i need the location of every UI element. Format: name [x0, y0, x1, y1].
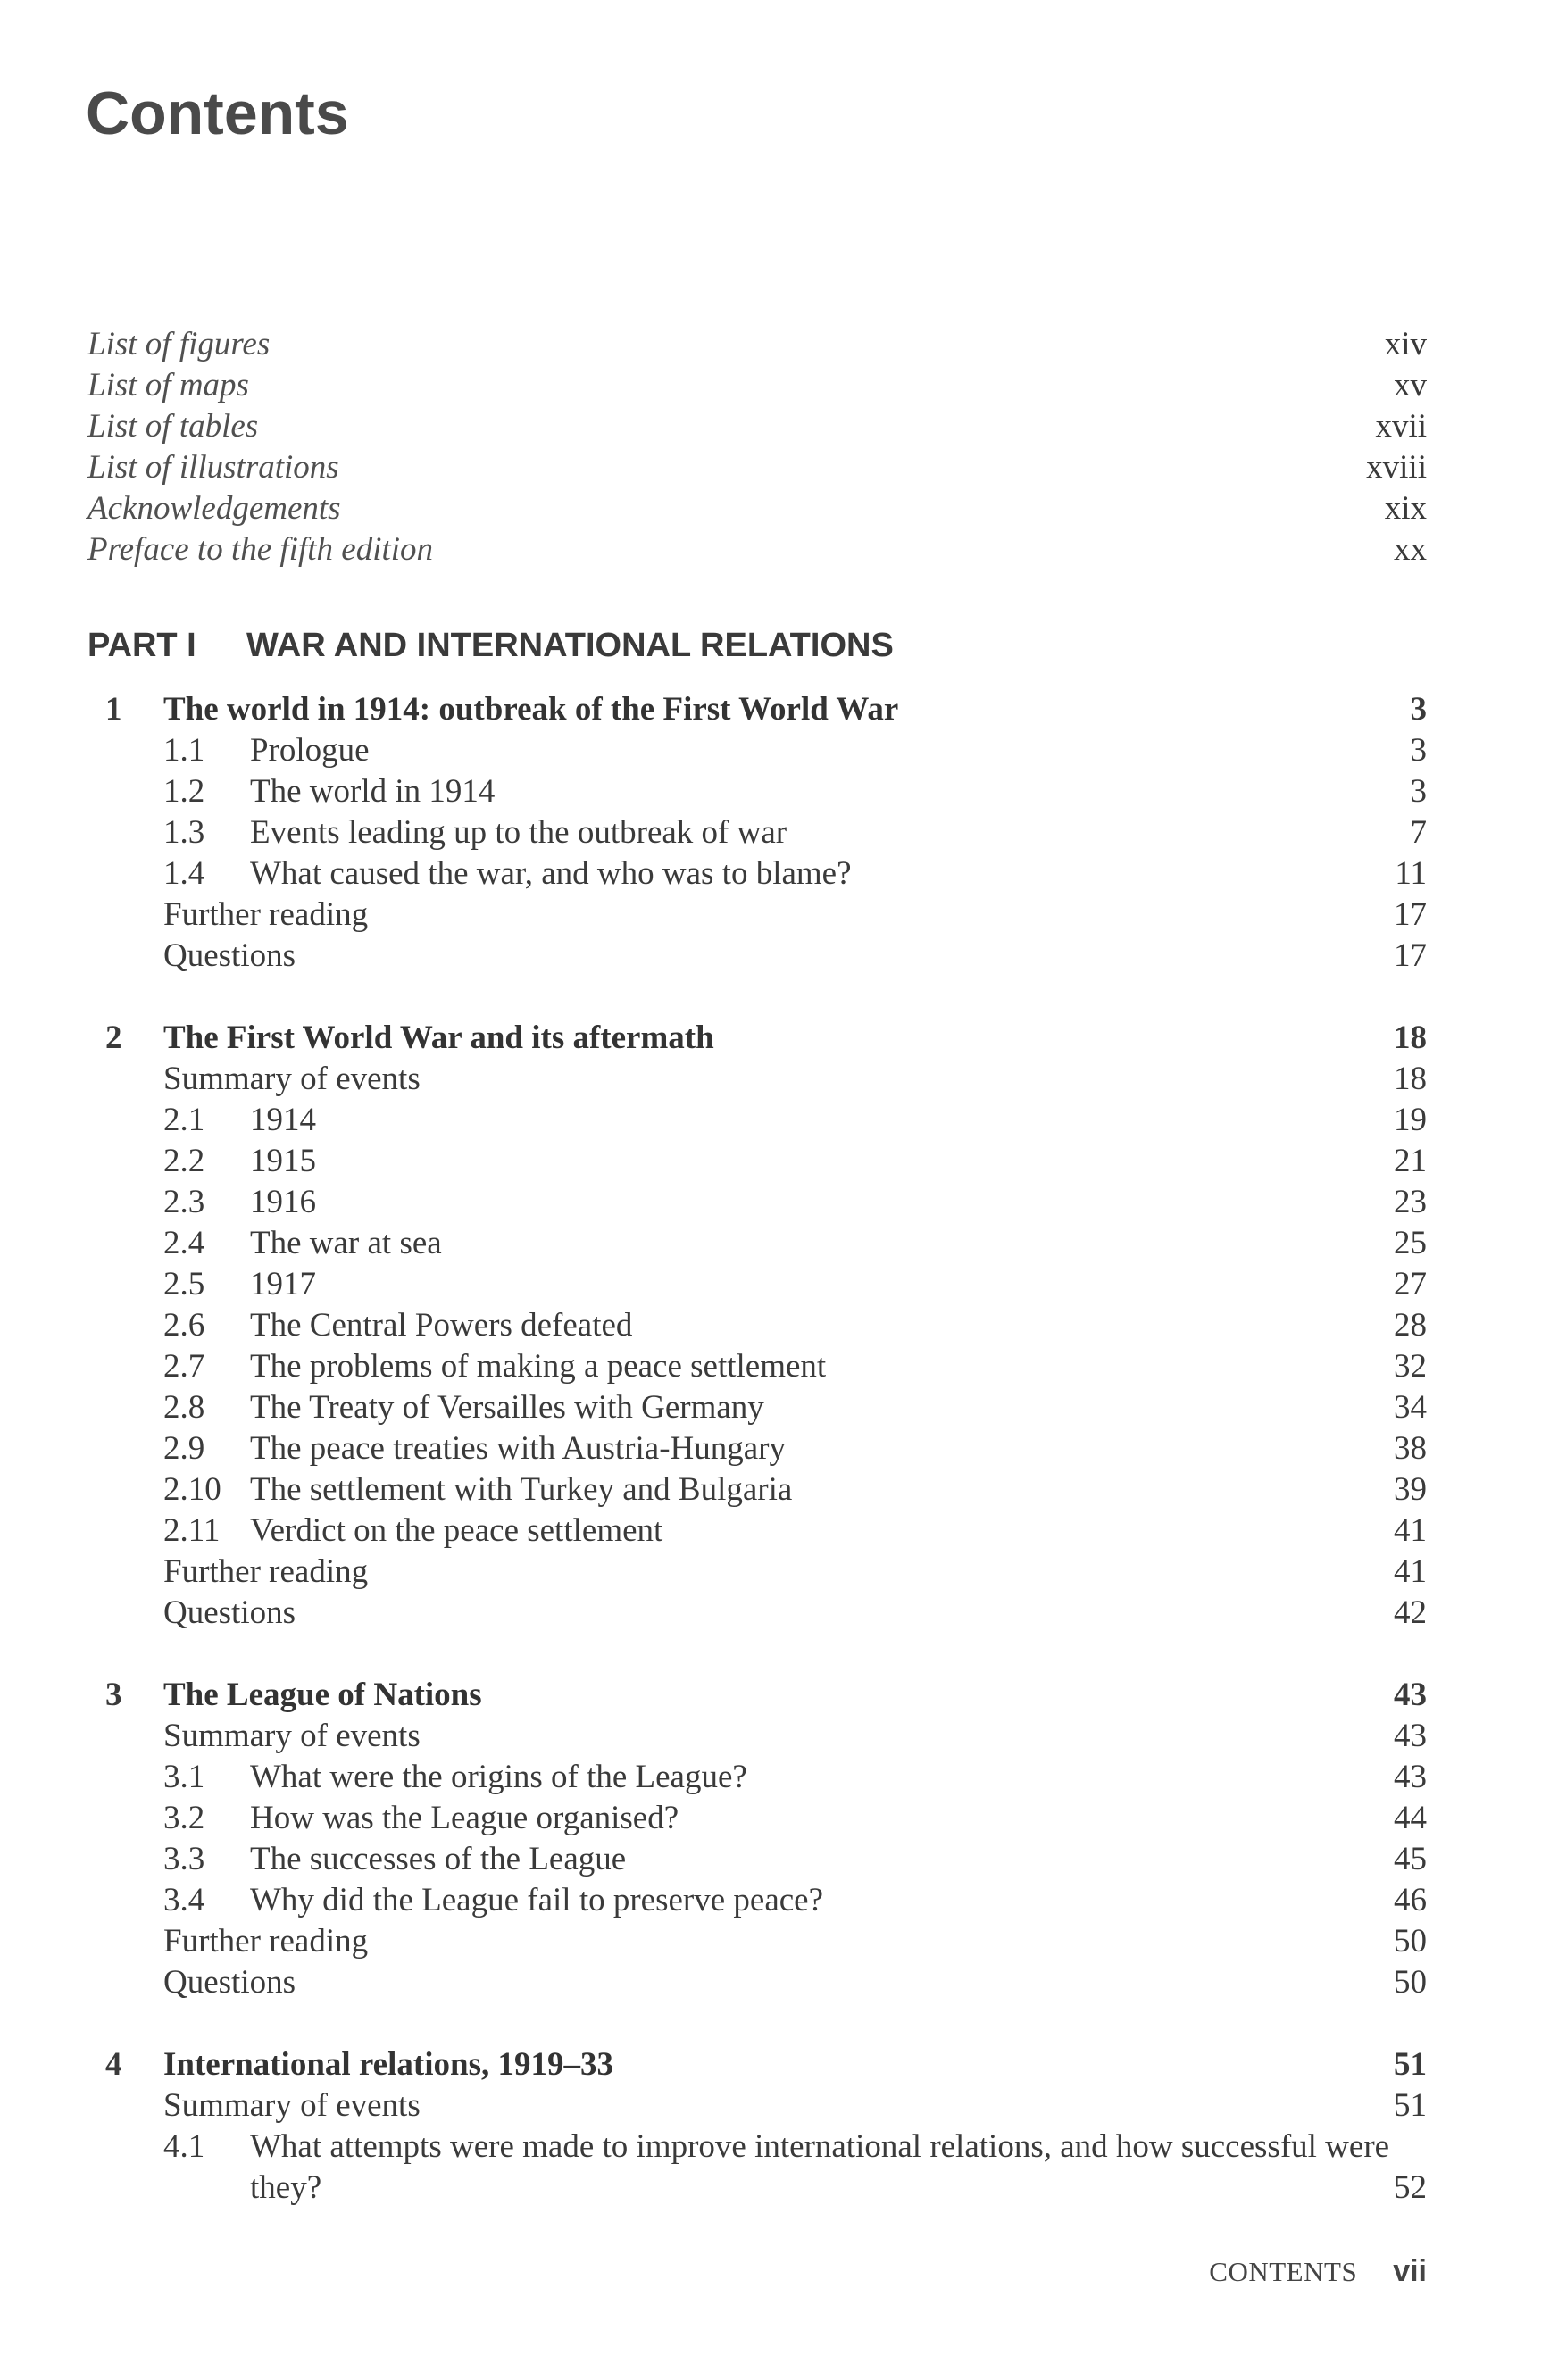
chapter-title: The League of Nations [163, 1677, 482, 1713]
entry-title: List of maps [88, 367, 249, 404]
toc-entry[interactable] [88, 1346, 1427, 1387]
section-number: 2.11 [163, 1512, 221, 1549]
entry-page: 52 [1394, 2169, 1427, 2206]
page-title: Contents [86, 79, 349, 147]
toc-entry[interactable] [88, 1264, 1427, 1305]
entry-title: Further reading [163, 1553, 369, 1590]
chapter [88, 1018, 1427, 1634]
section-number: 2.6 [163, 1307, 205, 1344]
entry-page: 38 [1394, 1430, 1427, 1467]
chapter-page: 18 [1394, 1019, 1427, 1056]
toc-entry[interactable] [88, 1469, 1427, 1510]
section-title: Verdict on the peace settlement [250, 1512, 663, 1549]
toc-entry[interactable] [88, 895, 1427, 936]
toc-entry[interactable] [88, 406, 1427, 447]
section-number: 2.1 [163, 1102, 205, 1138]
section-title: The peace treaties with Austria-Hungary [250, 1430, 786, 1467]
chapter-number: 2 [105, 1019, 122, 1056]
chapter [88, 689, 1427, 977]
entry-title: Acknowledgements [88, 490, 341, 527]
section-number: 1.1 [163, 732, 205, 769]
entry-title: List of tables [88, 408, 259, 445]
entry-page: xvii [1375, 408, 1427, 445]
entry-title: Summary of events [163, 2087, 421, 2124]
section-title: Prologue [250, 732, 370, 769]
page-footer [1209, 2254, 1427, 2289]
section-number: 2.7 [163, 1348, 205, 1385]
entry-page: 19 [1394, 1102, 1427, 1138]
entry-page: 25 [1394, 1225, 1427, 1261]
section-number: 1.4 [163, 855, 205, 892]
entry-page: 39 [1394, 1471, 1427, 1508]
chapter [88, 1675, 1427, 2003]
section-title: How was the League organised? [250, 1800, 679, 1836]
chapter-heading[interactable] [88, 689, 1427, 730]
section-title: Why did the League fail to preserve peace? [250, 1882, 824, 1918]
entry-page: 17 [1394, 937, 1427, 974]
section-number: 1.2 [163, 773, 205, 810]
entry-page: 21 [1394, 1143, 1427, 1179]
entry-page: 17 [1394, 896, 1427, 933]
section-title: The Central Powers defeated [250, 1307, 633, 1344]
toc-entry[interactable] [88, 447, 1427, 488]
chapter-heading[interactable] [88, 1675, 1427, 1716]
entry-page: 34 [1394, 1389, 1427, 1426]
entry-page: 43 [1394, 1718, 1427, 1754]
entry-title: Questions [163, 1964, 296, 2001]
entry-page: 41 [1394, 1512, 1427, 1549]
entry-page: 11 [1395, 855, 1427, 892]
entry-page: xx [1394, 531, 1427, 568]
toc-entry[interactable] [88, 1223, 1427, 1264]
chapter-page: 51 [1394, 2046, 1427, 2083]
toc-entry[interactable] [88, 1798, 1427, 1839]
entry-page: 3 [1410, 773, 1427, 810]
toc-entry[interactable] [88, 1387, 1427, 1428]
toc-entry[interactable] [88, 730, 1427, 771]
chapter-number: 3 [105, 1677, 122, 1713]
section-title: What caused the war, and who was to blame? [250, 855, 852, 892]
section-number: 2.5 [163, 1266, 205, 1302]
toc-entry[interactable] [88, 488, 1427, 529]
entry-page: 43 [1394, 1759, 1427, 1795]
entry-page: 50 [1394, 1923, 1427, 1960]
toc-entry[interactable] [88, 1716, 1427, 1757]
entry-page: xviii [1366, 449, 1427, 486]
table-of-contents [88, 689, 1427, 2209]
chapter-page: 3 [1410, 691, 1427, 728]
section-title: The successes of the League [250, 1841, 627, 1877]
section-title: What were the origins of the League? [250, 1759, 747, 1795]
section-title: The world in 1914 [250, 773, 496, 810]
chapter-title: The world in 1914: outbreak of the First World War [163, 691, 899, 728]
toc-entry[interactable] [88, 1880, 1427, 1921]
section-title: Events leading up to the outbreak of war [250, 814, 788, 851]
part-label: PART I [88, 627, 196, 664]
entry-page: 3 [1410, 732, 1427, 769]
entry-title: Questions [163, 937, 296, 974]
section-title: 1917 [250, 1266, 316, 1302]
toc-entry[interactable] [88, 1962, 1427, 2003]
chapter-number: 4 [105, 2046, 122, 2083]
entry-title: List of illustrations [88, 449, 339, 486]
toc-entry[interactable] [88, 324, 1427, 365]
chapter-number: 1 [105, 691, 122, 728]
section-number: 2.10 [163, 1471, 221, 1508]
chapter-title: International relations, 1919–33 [163, 2046, 613, 2083]
entry-page: xix [1384, 490, 1427, 527]
section-title: 1915 [250, 1143, 316, 1179]
section-number: 3.4 [163, 1882, 205, 1918]
entry-page: 28 [1394, 1307, 1427, 1344]
toc-entry[interactable] [88, 1428, 1427, 1469]
entry-page: 23 [1394, 1184, 1427, 1220]
chapter [88, 2044, 1427, 2209]
part-title: WAR AND INTERNATIONAL RELATIONS [246, 627, 894, 664]
entry-page: 45 [1394, 1841, 1427, 1877]
entry-title: Preface to the fifth edition [88, 531, 434, 568]
toc-entry[interactable] [88, 936, 1427, 977]
part-heading [88, 627, 894, 665]
section-title: The Treaty of Versailles with Germany [250, 1389, 764, 1426]
entry-title: Summary of events [163, 1061, 421, 1097]
section-number: 2.3 [163, 1184, 205, 1220]
entry-page: xv [1394, 367, 1427, 404]
section-number: 4.1 [163, 2128, 205, 2165]
toc-entry[interactable] [88, 365, 1427, 406]
section-title: The war at sea [250, 1225, 442, 1261]
entry-title: Further reading [163, 896, 369, 933]
entry-page: 41 [1394, 1553, 1427, 1590]
toc-entry[interactable] [88, 529, 1427, 570]
entry-page: 18 [1394, 1061, 1427, 1097]
toc-entry[interactable] [88, 853, 1427, 895]
toc-entry[interactable] [88, 2126, 1427, 2209]
section-number: 2.4 [163, 1225, 205, 1261]
chapter-heading[interactable] [88, 1018, 1427, 1059]
toc-entry[interactable] [88, 1552, 1427, 1593]
chapter-page: 43 [1394, 1677, 1427, 1713]
entry-title: Questions [163, 1594, 296, 1631]
toc-entry[interactable] [88, 1100, 1427, 1141]
toc-entry[interactable] [88, 1839, 1427, 1880]
section-title: 1916 [250, 1184, 316, 1220]
section-number: 1.3 [163, 814, 205, 851]
entry-title: List of figures [88, 326, 271, 362]
section-title: The settlement with Turkey and Bulgaria [250, 1471, 793, 1508]
toc-entry[interactable] [88, 1921, 1427, 1962]
entry-title: Further reading [163, 1923, 369, 1960]
entry-page: 7 [1410, 814, 1427, 851]
section-title: What attempts were made to improve international relations, and how successful were they? [250, 2128, 1390, 2206]
toc-entry[interactable] [88, 1059, 1427, 1100]
chapter-title: The First World War and its aftermath [163, 1019, 714, 1056]
entry-page: 50 [1394, 1964, 1427, 2001]
entry-page: xiv [1384, 326, 1427, 362]
entry-page: 42 [1394, 1594, 1427, 1631]
section-number: 3.2 [163, 1800, 205, 1836]
toc-entry[interactable] [88, 1593, 1427, 1634]
section-title: 1914 [250, 1102, 316, 1138]
toc-entry[interactable] [88, 1141, 1427, 1182]
toc-entry[interactable] [88, 1305, 1427, 1346]
entry-page: 51 [1394, 2087, 1427, 2124]
toc-entry[interactable] [88, 1182, 1427, 1223]
entry-page: 32 [1394, 1348, 1427, 1385]
entry-page: 44 [1394, 1800, 1427, 1836]
section-title: The problems of making a peace settlement [250, 1348, 827, 1385]
section-number: 2.8 [163, 1389, 205, 1426]
toc-entry[interactable] [88, 771, 1427, 812]
entry-page: 27 [1394, 1266, 1427, 1302]
chapter-heading[interactable] [88, 2044, 1427, 2085]
section-number: 2.2 [163, 1143, 205, 1179]
toc-entry[interactable] [88, 1757, 1427, 1798]
toc-entry[interactable] [88, 812, 1427, 853]
toc-entry[interactable] [88, 1510, 1427, 1552]
entry-page: 46 [1394, 1882, 1427, 1918]
front-matter-list [88, 324, 1427, 570]
running-head: CONTENTS [1209, 2256, 1358, 2287]
section-number: 3.1 [163, 1759, 205, 1795]
page-number: vii [1393, 2254, 1427, 2288]
section-number: 2.9 [163, 1430, 205, 1467]
toc-entry[interactable] [88, 2085, 1427, 2126]
section-number: 3.3 [163, 1841, 205, 1877]
entry-title: Summary of events [163, 1718, 421, 1754]
